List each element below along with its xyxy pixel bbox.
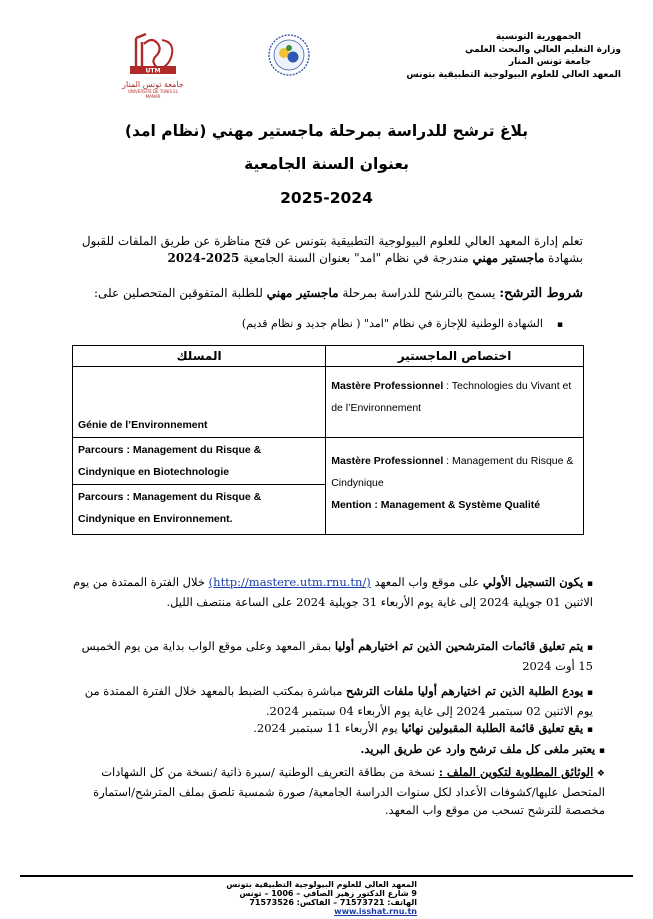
item-bold: يتم تعليق قائمات المترشحين الذين تم اختيارهم أوليا <box>334 639 584 653</box>
conditions-label: شروط الترشح: <box>499 286 583 301</box>
track-name: Parcours : Management du Risque & Cindynique en Environnement. <box>78 491 262 525</box>
header-line-university: جامعة تونس المنار <box>508 57 591 67</box>
utm-logo <box>122 30 184 99</box>
footer-line-institute: المعهد العالي للعلوم البيولوجية التطبيقية بتونس <box>226 880 417 889</box>
list-item <box>68 741 605 761</box>
header-block <box>361 31 621 81</box>
square-bullet-icon: ▪ <box>586 688 593 698</box>
track-cell <box>73 367 326 438</box>
master-mention: Mention : Management & Système Qualité <box>331 499 541 511</box>
header-master: اختصاص الماجستير <box>326 346 584 367</box>
header-line-republic: الجمهورية التونسية <box>495 32 581 42</box>
svg-text:UTM: UTM <box>145 67 161 75</box>
item-text: مباشرة بمكتب الضبط بالمعهد خلال الفترة الممتدة من يوم الاثنين 02 سبتمبر 2024 إلى غاية يوم الأربعاء 04 سبتمبر 2024. <box>84 684 593 718</box>
item-bold: يعتبر ملغى كل ملف ترشح وارد عن طريق البريد. <box>360 742 596 756</box>
footer-line-address: 9 شارع الدكتور زهير الصافي – 1006 – تونس <box>239 889 417 898</box>
square-bullet-icon: ▪ <box>586 725 593 735</box>
utm-logo-caption: UNIVERSITÉ DE TUNIS EL MANAR <box>127 89 179 99</box>
header-line-ministry: وزارة التعليم العالي والبحث العلمي <box>464 44 621 55</box>
utm-logo-arabic: جامعة تونس المنار <box>122 80 184 89</box>
master-label: Mastère Professionnel <box>331 455 444 467</box>
intro-text-b: مندرجة في نظام "امد" بعنوان السنة الجامعية <box>243 251 469 265</box>
intro-bold-year: 2025-2024 <box>167 251 240 265</box>
intro-text-a: تعلم إدارة المعهد العالي للعلوم البيولوجية التطبيقية بتونس عن فتح مناظرة عن طريق الملفات للقبول بشهادة <box>81 234 583 265</box>
list-item <box>68 720 593 740</box>
program-table <box>72 345 584 535</box>
square-bullet-icon: ▪ <box>586 579 593 589</box>
conditions-bullet-text: الشهادة الوطنية للإجازة في نظام "امد" ( نظام جديد و نظام قديم) <box>241 317 543 330</box>
item-text: خلال الفترة الممتدة من يوم الاثنين 01 جويلية 2024 إلى غاية يوم الأربعاء 31 جويلية 2024 على الساعة منتصف الليل. <box>73 575 593 609</box>
title-year: 2025-2024 <box>280 189 373 207</box>
master-cell <box>326 367 584 438</box>
conditions-bold-master: ماجستير مهني <box>266 286 339 300</box>
track-name: Génie de l’Environnement <box>78 419 208 431</box>
footer-line-phone: الهاتف: 71573721 – الفاكس: 71573526 <box>249 898 417 907</box>
list-item <box>68 574 593 611</box>
track-cell <box>73 485 326 535</box>
mastere-link[interactable]: (http://mastere.utm.rnu.tn/) <box>208 575 371 589</box>
conditions-text-b: للطلبة المتفوقين المتحصلين على: <box>94 286 263 300</box>
intro-paragraph <box>68 233 583 267</box>
documents-label: الوثائق المطلوبة لتكوين الملف : <box>438 765 594 779</box>
footer-divider <box>20 875 633 877</box>
master-name: : Technologies du Vivant et de l’Environnement <box>331 380 572 414</box>
list-item <box>68 638 593 675</box>
footer-website-link[interactable]: www.isshat.rnu.tn <box>334 907 417 916</box>
title-line-2: بعنوان السنة الجامعية <box>244 155 409 173</box>
table-row <box>73 438 584 485</box>
item-bold: يودع الطلبة الذين تم اختيارهم أوليا ملفات الترشح <box>346 684 584 698</box>
square-bullet-icon: ▪ <box>586 643 593 653</box>
documents-item <box>88 763 605 819</box>
item-text: بمقر المعهد وعلى موقع الواب بداية من يوم الخميس 15 أوت 2024 <box>81 639 593 673</box>
master-cell <box>326 438 584 535</box>
master-name: : Management du Risque & Cindynique <box>331 455 574 489</box>
conditions-bullet <box>83 315 563 334</box>
intro-bold-master: ماجستير مهني <box>472 251 545 265</box>
item-text: على موقع واب المعهد <box>374 575 480 589</box>
item-text: يوم الأربعاء 11 سبتمبر 2024. <box>253 721 398 735</box>
table-row <box>73 367 584 438</box>
diamond-bullet-icon: ❖ <box>596 769 605 779</box>
track-cell <box>73 438 326 485</box>
master-label: Mastère Professionnel <box>331 380 444 392</box>
header-line-institute: المعهد العالي للعلوم البيولوجية التطبيقية بتونس <box>406 69 621 80</box>
item-bold: يقع تعليق قائمة الطلبة المقبولين نهائيا <box>401 721 584 735</box>
list-item <box>68 683 593 720</box>
footer-block <box>157 880 417 916</box>
track-name: Parcours : Management du Risque & Cindynique en Biotechnologie <box>78 444 262 478</box>
item-bold: يكون التسجيل الأولي <box>482 575 584 589</box>
isshat-logo <box>267 33 311 77</box>
conditions-paragraph <box>53 285 583 302</box>
documents-text: نسخة من بطاقة التعريف الوطنية /سيرة ذاتية /نسخة من كل الشهادات المتحصل عليها/كشوفات الأعداد لكل سنوات الدراسة الجامعية/ صورة شمسية تلصق بملف المترشح/استمارة مخصصة للترشح تسحب من موقع واب المعهد. <box>93 765 605 817</box>
header-track: المسلك <box>73 346 326 367</box>
title-line-1: بلاغ ترشح للدراسة بمرحلة ماجستير مهني (نظام امد) <box>124 122 529 140</box>
square-bullet-icon: ▪ <box>598 746 605 756</box>
square-bullet-icon: ▪ <box>556 320 563 330</box>
conditions-text-a: يسمح بالترشح للدراسة بمرحلة <box>342 286 496 300</box>
